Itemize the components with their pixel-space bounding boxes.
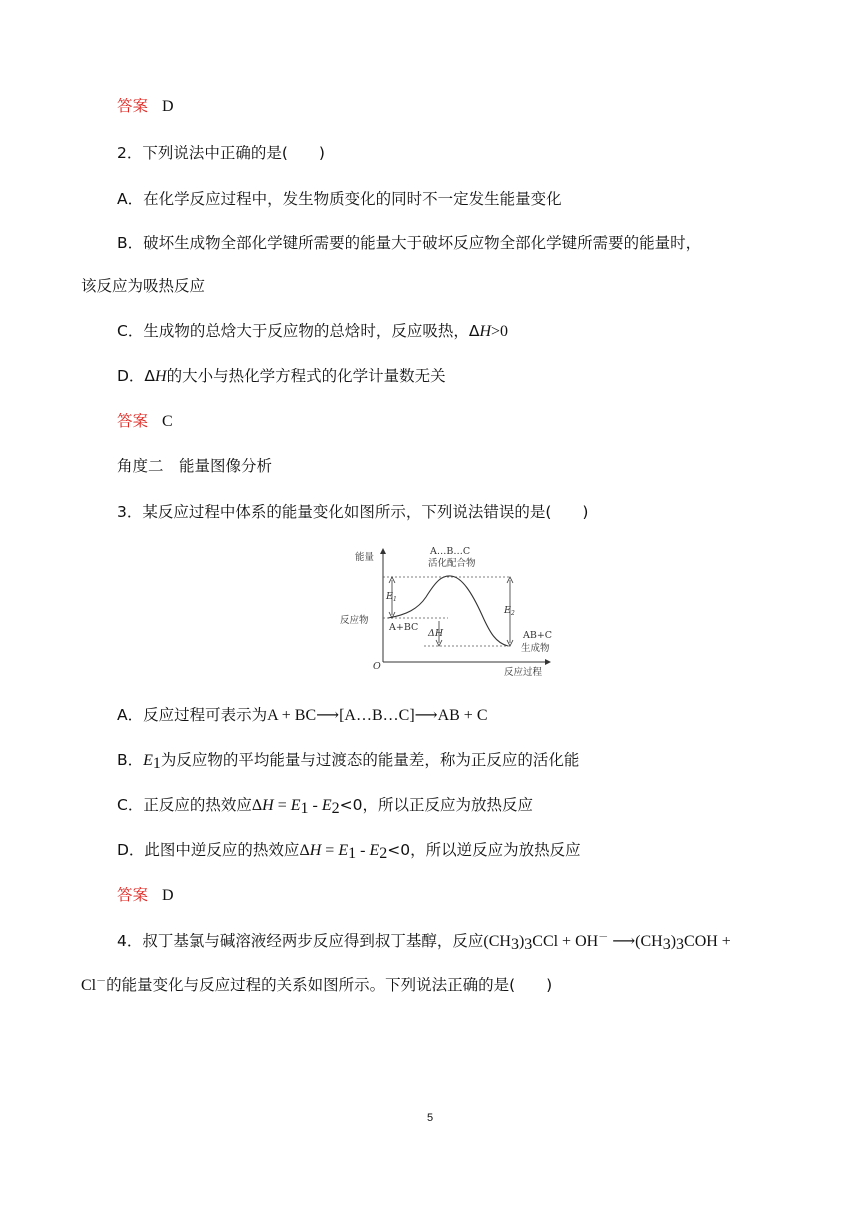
answer-label: 答案 [117, 412, 149, 430]
question-4-line1 [117, 931, 731, 952]
question-2-option-b-line2: 该反应为吸热反应 [81, 277, 206, 295]
e1-sub: 1 [348, 845, 357, 862]
option-b-text: 为反应物的平均能量与过渡态的能量差，称为正反应的活化能 [160, 751, 580, 769]
option-a-equation: A + BC⟶[A…B…C]⟶AB + C [267, 707, 488, 724]
e2-var: E [369, 842, 380, 859]
eq-sub: 3 [662, 936, 671, 953]
answer-1 [117, 96, 174, 117]
question-4-text: 4．叔丁基氯与碱溶液经两步反应得到叔丁基醇，反应 [117, 932, 484, 950]
question-3-stem: 3．某反应过程中体系的能量变化如图所示，下列说法错误的是( ) [117, 503, 589, 521]
answer-2 [117, 411, 173, 432]
e2-label: $E_2$ [504, 605, 515, 617]
chloride-charge: － [96, 976, 107, 987]
e2-sub: 2 [331, 800, 340, 817]
transition-state-label: 活化配合物 [428, 558, 476, 569]
equals: = [273, 797, 291, 814]
section-heading: 角度二 能量图像分析 [117, 457, 273, 475]
question-2-option-b-line1: B．破坏生成物全部化学键所需要的能量大于破坏反应物全部化学键所需要的能量时， [117, 234, 702, 252]
answer-value: D [162, 887, 174, 904]
option-c-var: H [479, 323, 491, 340]
e2-var: E [321, 797, 332, 814]
page-number: 5 [426, 1112, 434, 1124]
option-c-text: C．正反应的热效应 [117, 796, 252, 814]
minus: - [356, 842, 370, 859]
x-axis-label: 反应过程 [504, 667, 543, 678]
question-3-option-b: B．$E_1$为反应物的平均能量与过渡态的能量差，称为正反应的活化能 [117, 751, 580, 772]
option-d-var: H [155, 368, 167, 385]
equals: = [321, 842, 339, 859]
eq-sub: 3 [524, 936, 533, 953]
product-formula: AB+C [523, 630, 553, 641]
h-var: H [262, 797, 274, 814]
question-2-option-c [117, 321, 508, 342]
option-d-text: D．此图中逆反应的热效应 [117, 841, 300, 859]
delta-symbol: Δ [251, 797, 263, 814]
e1-var: E [338, 842, 349, 859]
question-2-stem: 2．下列说法中正确的是( ) [117, 144, 325, 162]
product-label: 生成物 [521, 643, 550, 654]
question-2-option-d [117, 366, 446, 387]
e2-sub: 2 [379, 845, 388, 862]
question-4-text-2: 的能量变化与反应过程的关系如图所示。下列说法正确的是( ) [106, 976, 553, 994]
eq-part: COH + [684, 933, 731, 950]
question-2-option-a: A．在化学反应过程中，发生物质变化的同时不一定发生能量变化 [117, 190, 562, 208]
question-3-option-a [117, 705, 488, 726]
origin-label: O [373, 661, 381, 672]
delta-symbol: Δ [299, 842, 310, 859]
question-4-line2 [81, 975, 552, 996]
energy-diagram [336, 545, 556, 680]
answer-3 [117, 885, 174, 906]
option-d-suffix: <0，所以逆反应为放热反应 [387, 841, 581, 859]
eq-sub: 3 [510, 936, 519, 953]
y-axis-label: 能量 [355, 552, 375, 563]
option-c-text: C．生成物的总焓大于反应物的总焓时，反应吸热，Δ [117, 322, 480, 340]
answer-value: C [162, 413, 173, 430]
eq-sub: 3 [676, 936, 685, 953]
option-c-suffix: >0 [491, 323, 509, 340]
e1-sub: 1 [300, 800, 309, 817]
eq-part: ) [518, 933, 525, 950]
option-d-prefix: D．Δ [117, 367, 156, 385]
question-3-option-d [117, 840, 581, 861]
reactant-label: 反应物 [340, 615, 369, 626]
minus: - [308, 797, 322, 814]
eq-part: (CH [483, 933, 511, 950]
e1-var: E [290, 797, 301, 814]
option-a-text: A．反应过程可表示为 [117, 706, 268, 724]
question-3-option-c [117, 795, 533, 816]
eq-part: ⟶(CH [608, 933, 663, 950]
option-b-var: E [143, 752, 153, 769]
option-c-suffix: <0，所以正反应为放热反应 [339, 796, 533, 814]
option-b-sub: 1 [152, 755, 161, 772]
energy-curve [388, 576, 508, 646]
eq-sup: － [598, 932, 609, 943]
answer-label: 答案 [117, 886, 149, 904]
answer-value: D [162, 98, 174, 115]
chloride: Cl [81, 977, 97, 994]
transition-state-formula: A…B…C [430, 546, 471, 557]
answer-label: 答案 [117, 97, 149, 115]
h-var: H [309, 842, 322, 859]
option-d-text: 的大小与热化学方程式的化学计量数无关 [166, 367, 446, 385]
dh-label: ΔH [428, 628, 444, 639]
e1-label: $E_1$ [386, 591, 397, 603]
reactant-formula: A+BC [389, 622, 419, 633]
eq-part: ) [670, 933, 677, 950]
eq-part: CCl + OH [532, 933, 599, 950]
